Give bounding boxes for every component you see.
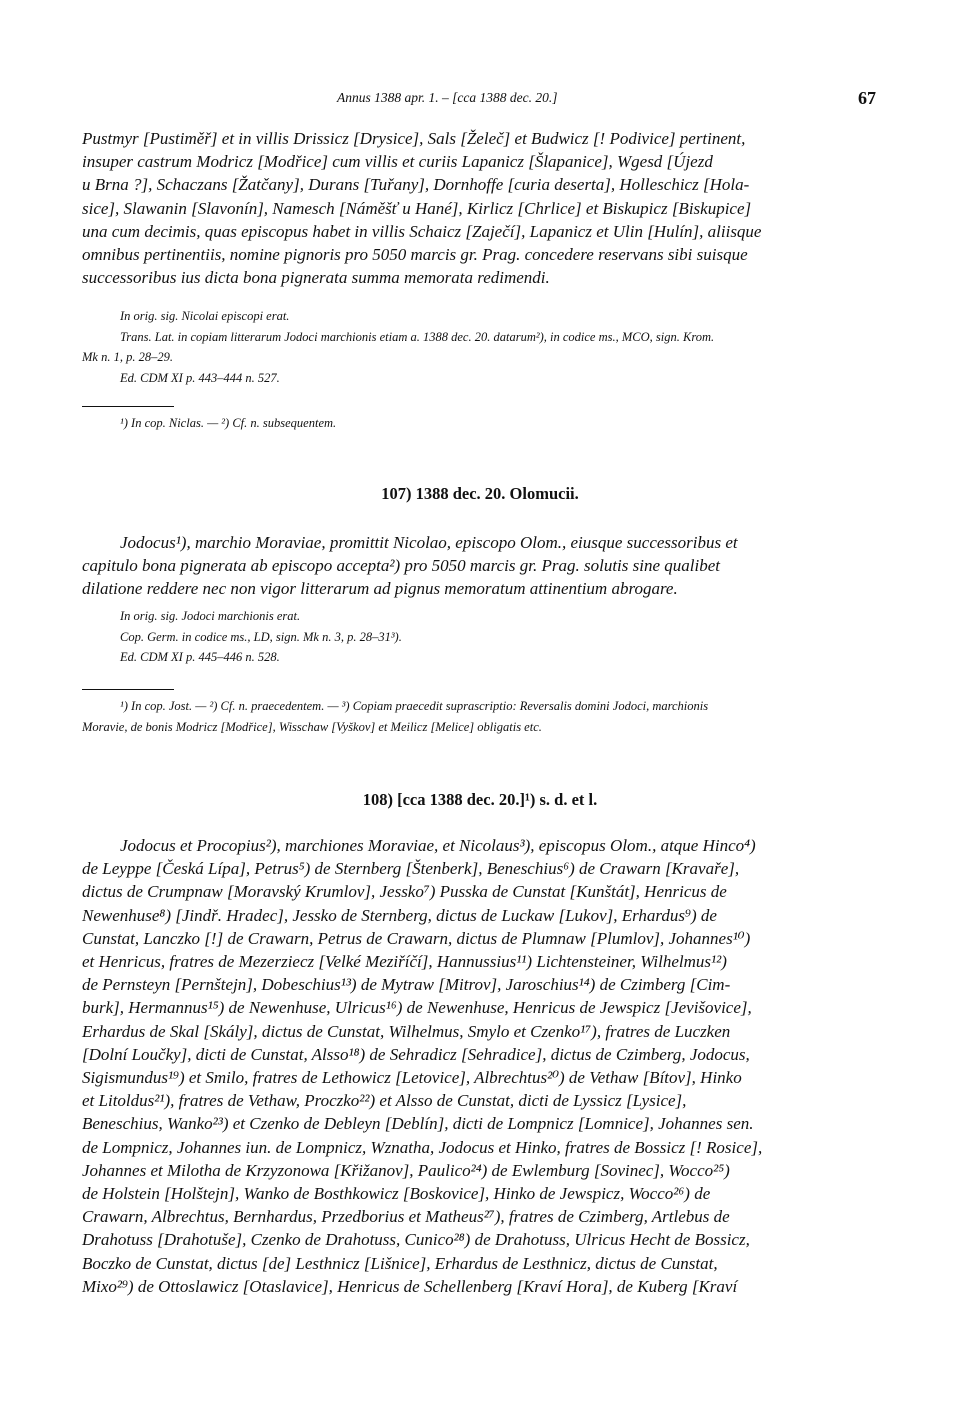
- text-line: sice], Slawanin [Slavonín], Namesch [Náměšť u Hané], Kirlicz [Chrlice] et Biskupicz [Biskupice]: [82, 198, 752, 218]
- section-107-text: [82, 531, 878, 601]
- text-line: capitulo bona pignerata ab episcopo accepta²) pro 5050 marcis gr. Prag. solutis sine qualibet: [82, 556, 720, 576]
- text-line: dilatione reddere nec non vigor litterarum ad pignus memoratum attinentium abrogare.: [82, 579, 678, 599]
- section-108-text: [82, 834, 878, 1298]
- section-107-heading: 107) 1388 dec. 20. Olomucii.: [381, 484, 579, 503]
- apparatus-line: In orig. sig. Jodoci marchionis erat.: [120, 609, 301, 623]
- apparatus-line: Cop. Germ. in codice ms., LD, sign. Mk n. 3, p. 28–31³).: [120, 629, 402, 644]
- section-108-heading: 108) [cca 1388 dec. 20.]¹) s. d. et l.: [362, 790, 598, 809]
- page-number: 67: [858, 88, 876, 108]
- section-106-continuation-text: [82, 127, 878, 289]
- footnote-rule: [82, 406, 174, 407]
- running-title: Annus 1388 apr. 1. – [cca 1388 dec. 20.]: [337, 90, 558, 105]
- apparatus-line: Trans. Lat. in copiam litterarum Jodoci marchionis etiam a. 1388 dec. 20. datarum²), in codice ms., MCO, sign. Krom.: [120, 329, 715, 344]
- text-line: Cunstat, Lanczko [!] de Crawarn, Petrus de Crawarn, dictus de Plumnaw [Plumlov], Johannes¹⁰): [82, 928, 751, 948]
- section-106-footnotes: [82, 413, 878, 434]
- apparatus-line: Mk n. 1, p. 28–29.: [82, 350, 173, 364]
- text-line: et Henricus, fratres de Mezerziecz [Velké Meziříčí], Hannussius¹¹) Lichtensteiner, Wilhelmus¹²): [82, 952, 727, 972]
- text-line: Crawarn, Albrechtus, Bernhardus, Przedborius et Matheus²⁷), fratres de Czimberg, Artlebus de: [82, 1207, 730, 1227]
- text-line: de Lompnicz, Johannes iun. de Lompnicz, Wznatha, Jodocus et Hinko, fratres de Bossicz [! Rosice],: [82, 1137, 763, 1157]
- text-line: Jodocus et Procopius²), marchiones Moraviae, et Nicolaus³), episcopus Olom., atque Hinco⁴): [120, 836, 756, 855]
- section-107-footnotes: [82, 696, 878, 737]
- text-line: de Holstein [Holštejn], Wanko de Bosthkowicz [Boskovice], Hinko de Jewspicz, Wocco²⁶) de: [82, 1184, 711, 1204]
- text-line: dictus de Crumpnaw [Moravský Krumlov], Jessko⁷) Pusska de Cunstat [Kunštát], Henricus de: [82, 882, 727, 902]
- text-line: Drahotuss [Drahotuše], Czenko de Drahotuss, Cunico²⁸) de Drahotuss, Ulricus Hecht de Bossicz,: [82, 1230, 750, 1250]
- text-line: u Brna ?], Schaczans [Žatčany], Durans [Tuřany], Dornhoffe [curia deserta], Holleschicz [Hola-: [82, 175, 750, 195]
- text-line: una cum decimis, quas episcopus habet in villis Schaicz [Zaječí], Lapanicz et Ulin [Hulín], aliisque: [82, 221, 762, 241]
- text-line: [Dolní Loučky], dicti de Cunstat, Alsso¹⁸) de Sehradicz [Sehradice], dictus de Czimberg, Jodocus,: [82, 1044, 750, 1064]
- text-line: successoribus ius dicta bona pignerata summa memorata redimendi.: [82, 268, 550, 288]
- apparatus-line: Ed. CDM XI p. 445–446 n. 528.: [120, 650, 280, 664]
- apparatus-line: Ed. CDM XI p. 443–444 n. 527.: [120, 370, 280, 385]
- footnote-line: ¹) In cop. Jost. — ²) Cf. n. praecedentem. — ³) Copiam praecedit suprascriptio: Reversalis domini Jodoci, marchionis: [120, 699, 709, 713]
- text-line: Jodocus¹), marchio Moraviae, promittit Nicolao, episcopo Olom., eiusque successoribus et: [120, 533, 738, 552]
- text-line: de Pernsteyn [Pernštejn], Dobeschius¹³) de Mytraw [Mitrov], Jaroschius¹⁴) de Czimberg [Cim-: [82, 975, 731, 995]
- text-line: omnibus pertinentiis, nomine pignoris pro 5050 marcis gr. Prag. concedere reservans sibi suisque: [82, 245, 748, 265]
- text-line: Johannes et Milotha de Krzyzonowa [Křižanov], Paulico²⁴) de Ewlemburg [Sovinec], Wocco²⁵): [82, 1160, 730, 1180]
- text-line: Pustmyr [Pustiměř] et in villis Drissicz [Drysice], Sals [Želeč] et Budwicz [! Podivice] pertinent,: [82, 129, 746, 148]
- text-line: Erhardus de Skal [Skály], dictus de Cunstat, Wilhelmus, Smylo et Czenko¹⁷), fratres de Luczken: [82, 1021, 731, 1041]
- text-line: Sigismundus¹⁹) et Smilo, fratres de Lethowicz [Letovice], Albrechtus²⁰) de Vethaw [Bítov], Hinko: [82, 1068, 742, 1088]
- text-line: Newenhuse⁸) [Jindř. Hradec], Jessko de Sternberg, dictus de Luckaw [Lukov], Erhardus⁹) de: [82, 905, 717, 925]
- text-line: Mixo²⁹) de Ottoslawicz [Otaslavice], Henricus de Schellenberg [Kraví Hora], de Kuberg [Kraví: [82, 1276, 738, 1296]
- text-line: Beneschius, Wanko²³) et Czenko de Debleyn [Deblín], dicti de Lompnicz [Lomnice], Johannes sen.: [82, 1114, 754, 1134]
- footnote-line: ¹) In cop. Niclas. — ²) Cf. n. subsequentem.: [120, 416, 337, 430]
- section-107-apparatus: [82, 606, 878, 668]
- text-line: de Leyppe [Česká Lípa], Petrus⁵) de Sternberg [Štenberk], Beneschius⁶) de Crawarn [Kravaře],: [82, 859, 740, 879]
- text-line: insuper castrum Modricz [Modřice] cum villis et curiis Lapanicz [Šlapanice], Wgesd [Újezd: [82, 152, 713, 172]
- apparatus-line: In orig. sig. Nicolai episcopi erat.: [120, 309, 290, 323]
- text-line: et Litoldus²¹), fratres de Vethaw, Proczko²²) et Alsso de Cunstat, dicti de Lyssicz [Lysice],: [82, 1091, 687, 1111]
- footnote-rule: [82, 689, 174, 690]
- running-header: [0, 88, 960, 112]
- text-line: burk], Hermannus¹⁵) de Newenhuse, Ulricus¹⁶) de Newenhuse, Henricus de Jewspicz [Jevišovice],: [82, 998, 752, 1018]
- text-line: Boczko de Cunstat, dictus [de] Lesthnicz [Lišnice], Erhardus de Lesthnicz, dictus de Cunstat,: [82, 1253, 718, 1273]
- section-106-apparatus: [82, 306, 878, 388]
- footnote-line: Moravie, de bonis Modricz [Modřice], Wisschaw [Vyškov] et Meilicz [Melice] obligatis etc.: [82, 719, 542, 734]
